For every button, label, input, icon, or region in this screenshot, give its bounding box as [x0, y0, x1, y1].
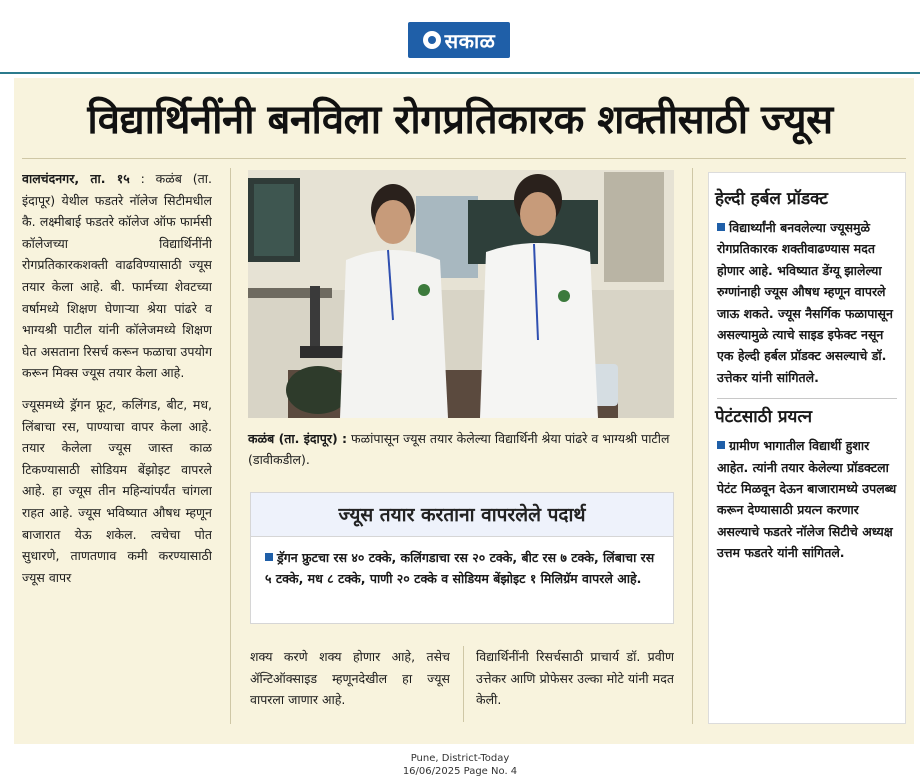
news-photo-students-lab — [248, 170, 674, 418]
sidebar-box — [708, 172, 906, 724]
logo-emblem-icon — [423, 31, 441, 49]
headline: विद्यार्थिनींनी बनविला रोगप्रतिकारक शक्तीसाठी ज्यूस — [87, 97, 833, 143]
sidebar-text-1: विद्यार्थ्यांनी बनवलेल्या ज्यूसमुळे रोगप्रतिकारक शक्तीवाढण्यास मदत होणार आहे. भविष्यात डेंग्यू झालेल्या रुग्णांनाही ज्यूस औषध म्हणून वापरले जाऊ शकते. ज्यूस नैसर्गिक फळापासून असल्यामुळे त्याचे साइड इफेक्ट नसून एक हेल्दी हर्बल प्रॉडक्ट असल्याचे डॉ. उत्तेकर यांनी सांगितले. — [717, 220, 893, 385]
sidebar-body-2 — [709, 435, 905, 563]
column-divider — [230, 168, 231, 724]
caption-text: फळांपासून ज्यूस तयार केलेल्या विद्यार्थिनी श्रेया पांढरे व भाग्यश्री पाटील (डावीकडील). — [248, 431, 670, 467]
article-paragraph-2: ज्यूसमध्ये ड्रॅगन फ्रूट, कलिंगड, बीट, मध, लिंबाचा रस, पाण्याचा वापर केला आहे. तयार केलेला ज्यूस जास्त काळ टिकण्यासाठी सोडियम बेंझोइट वापरले आहे. हा ज्यूस तीन महिन्यांपर्यंत चांगला राहत आहे. ज्यूस भविष्यात औषध म्हणून बाजारात येऊ शकेल. त्वचेचा पोत सुधारणे, ताणतणाव कमी करण्यासाठी ज्यूस वापर — [22, 396, 212, 585]
ingredients-box-body — [265, 547, 663, 589]
ingredients-text: ड्रॅगन फ्रुटचा रस ४० टक्के, कलिंगडाचा रस २० टक्के, बीट रस ७ टक्के, लिंबाचा रस ५ टक्के, मध ८ टक्के, पाणी २० टक्के व सोडियम बेंझोइट १ मिलिग्रॅम वापरले आहे. — [265, 550, 655, 586]
article-column-left — [22, 168, 212, 728]
photo-caption — [248, 428, 674, 478]
caption-lead: कळंब (ता. इंदापूर) : — [248, 431, 348, 446]
photo-illustration — [248, 170, 674, 418]
logo-text: सकाळ — [444, 28, 496, 53]
column-divider — [463, 646, 464, 722]
masthead-rule — [0, 72, 920, 74]
ingredients-box — [250, 492, 674, 624]
column-divider — [692, 168, 693, 724]
ingredients-box-title: ज्यूस तयार करताना वापरलेले पदार्थ — [251, 493, 673, 537]
footer-edition: Pune, District-Today — [410, 753, 510, 764]
footer-date-page: 16/06/2025 Page No. 4 — [402, 766, 518, 777]
article-column-mid-a: शक्य करणे शक्य होणार आहे, तसेच ॲन्टिऑक्साइड म्हणूनदेखील हा ज्यूस वापरला जाणार आहे. — [250, 649, 450, 708]
headline-divider — [22, 158, 906, 159]
bullet-square-icon — [265, 553, 273, 561]
sidebar-body-1 — [709, 217, 905, 388]
article-paragraph-1 — [22, 168, 212, 384]
article-column-mid-b: विद्यार्थिनींनी रिसर्चसाठी प्राचार्य डॉ. प्रवीण उत्तेकर आणि प्रोफेसर उल्का मोटे यांनी मदत केली. — [476, 649, 674, 708]
paragraph-1-text: : कळंब (ता. इंदापूर) येथील फडतरे नॉलेज सिटीमधील कै. लक्ष्मीबाई फडतरे कॉलेज ऑफ फार्मसी कॉलेजच्या विद्यार्थिनींनी रोगप्रतिकारकशक्ती वाढविण्यासाठी ज्यूस तयार केला आहे. बी. फार्मच्या शेवटच्या वर्षामध्ये शिक्षण घेणाऱ्या श्रेया पांढरे व भाग्यश्री पाटील यांनी कॉलेजमध्ये शिक्षण घेत असताना रिसर्च करून फळाचा उपयोग करून मिक्स ज्यूस तयार केला आहे. — [22, 171, 212, 381]
sidebar-text-2: ग्रामीण भागातील विद्यार्थी हुशार आहेत. त्यांनी तयार केलेल्या प्रॉडक्टला पेटंट मिळवून देऊन बाजारामध्ये उपलब्ध करून देण्यासाठी प्रयत्न करणार असल्याचे फडतरे नॉलेज सिटीचे अध्यक्ष उत्तम फडतरे यांनी सांगितले. — [717, 438, 897, 561]
bullet-square-icon — [717, 441, 725, 449]
page-footer — [0, 752, 920, 778]
sidebar-heading-2: पेटंटसाठी प्रयत्न — [715, 407, 813, 428]
sidebar-heading-1: हेल्दी हर्बल प्रॉडक्ट — [715, 189, 828, 209]
dateline: वालचंदनगर, ता. १५ — [22, 171, 130, 186]
masthead-logo — [408, 22, 510, 58]
bullet-square-icon — [717, 223, 725, 231]
